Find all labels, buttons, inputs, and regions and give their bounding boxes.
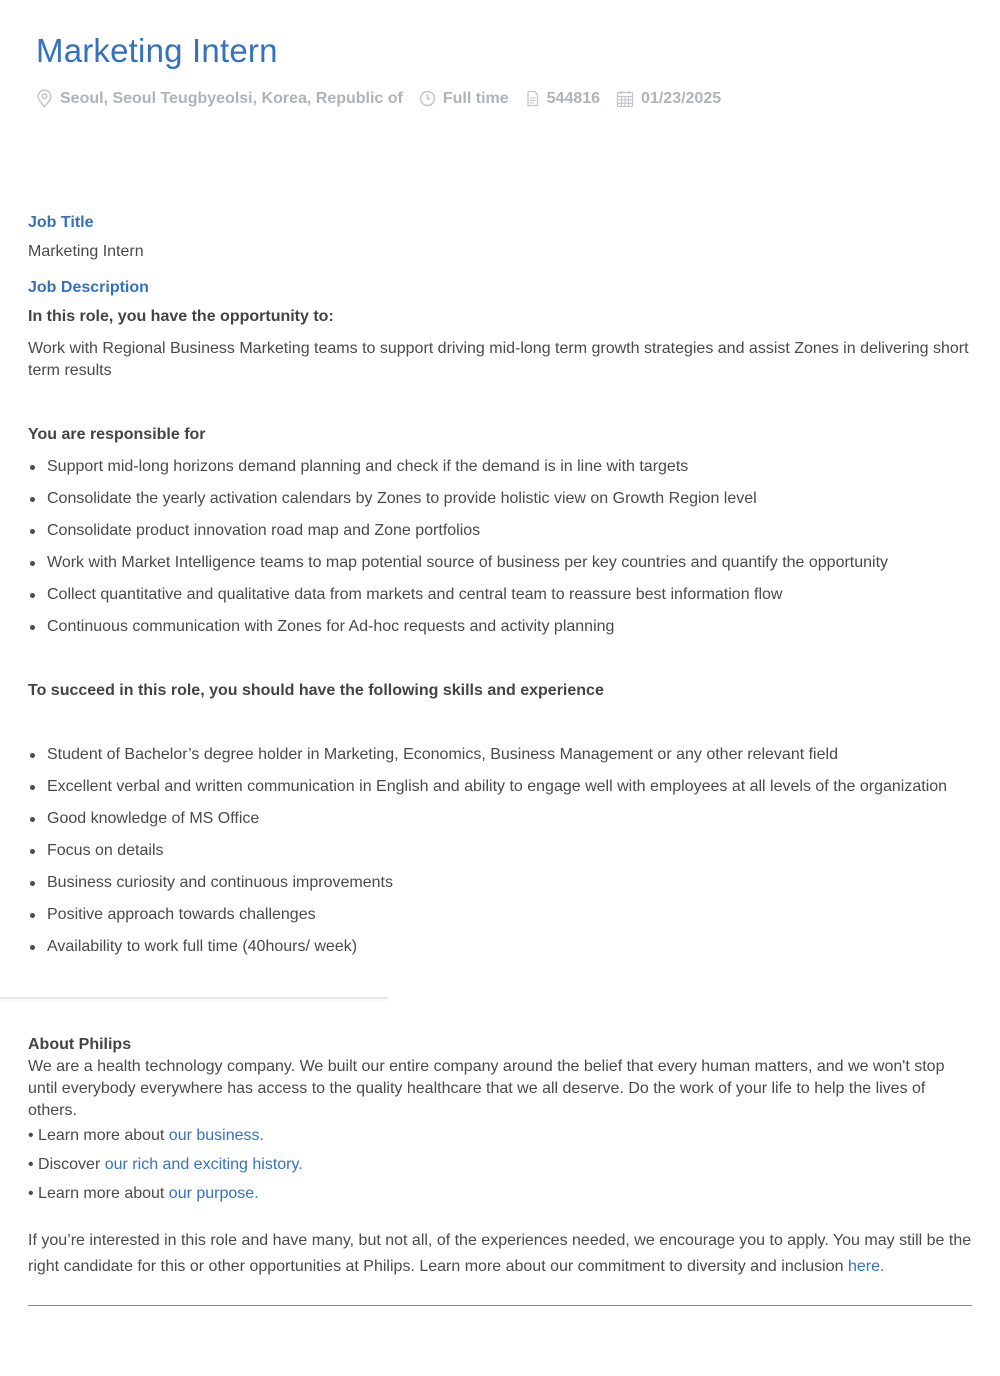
job-location-text: Seoul, Seoul Teugbyeolsi, Korea, Republic of	[60, 89, 403, 107]
skills-heading: To succeed in this role, you should have the following skills and experience	[28, 682, 604, 699]
list-item: Consolidate the yearly activation calendars by Zones to provide holistic view on Growth Region level	[28, 488, 972, 510]
link-suffix: .	[259, 1127, 264, 1144]
opportunity-text: Work with Regional Business Marketing teams to support driving mid-long term growth strategies and assist Zones in delivering short term results	[28, 340, 969, 379]
page-title: Marketing Intern	[36, 32, 278, 69]
diversity-inclusion-link[interactable]: here	[847, 1258, 881, 1275]
section-divider	[0, 997, 388, 999]
list-item: Work with Market Intelligence teams to map potential source of business per key countries and quantify the opportunity	[28, 552, 972, 574]
responsibilities-heading: You are responsible for	[28, 426, 206, 443]
about-link-line-business	[28, 1125, 264, 1147]
job-title-label: Job Title	[28, 214, 94, 231]
our-purpose-link[interactable]: our purpose	[168, 1185, 255, 1202]
opportunity-heading: In this role, you have the opportunity to:	[28, 308, 334, 325]
link-prefix: • Discover	[28, 1156, 105, 1173]
job-title-value: Marketing Intern	[28, 243, 144, 260]
link-prefix: • Learn more about	[28, 1185, 169, 1202]
job-type	[419, 90, 509, 108]
list-item: Excellent verbal and written communication in English and ability to engage well with employees at all levels of the organization	[28, 776, 972, 798]
list-item: Collect quantitative and qualitative data from markets and central team to reassure best information flow	[28, 584, 972, 606]
list-item: Focus on details	[28, 840, 972, 862]
list-item: Availability to work full time (40hours/ week)	[28, 936, 972, 958]
calendar-icon	[616, 90, 634, 108]
list-item: Consolidate product innovation road map and Zone portfolios	[28, 520, 972, 542]
job-date	[616, 90, 721, 108]
job-date-text: 01/23/2025	[641, 89, 722, 107]
skills-list	[28, 744, 972, 968]
list-item: Positive approach towards challenges	[28, 904, 972, 926]
job-meta-bar	[36, 89, 737, 108]
job-description-label: Job Description	[28, 279, 149, 296]
location-pin-icon	[36, 89, 53, 108]
closing-text: If you’re interested in this role and have many, but not all, of the experiences needed, we encourage you to apply. You may still be the right candidate for this or other opportunities at Philips. Learn more about our commitment to diversity and inclusion	[28, 1232, 972, 1275]
closing-paragraph	[28, 1228, 972, 1280]
list-item: Support mid-long horizons demand planning and check if the demand is in line with targets	[28, 456, 972, 478]
list-item: Student of Bachelor’s degree holder in Marketing, Economics, Business Management or any other relevant field	[28, 744, 972, 766]
about-link-line-purpose	[28, 1183, 259, 1205]
document-icon	[525, 90, 540, 107]
job-req-id-text: 544816	[546, 89, 601, 107]
about-heading: About Philips	[28, 1036, 132, 1053]
about-text: We are a health technology company. We built our entire company around the belief that every human matters, and we won't stop until everybody everywhere has access to the quality healthcare that we all deserve. Do the work of your life to help the lives of others.	[28, 1058, 945, 1119]
list-item: Business curiosity and continuous improvements	[28, 872, 972, 894]
clock-icon	[419, 90, 436, 107]
bottom-divider	[28, 1305, 972, 1306]
link-suffix: .	[298, 1156, 303, 1173]
link-suffix: .	[254, 1185, 259, 1202]
list-item: Continuous communication with Zones for Ad-hoc requests and activity planning	[28, 616, 972, 638]
history-link[interactable]: our rich and exciting history	[104, 1156, 299, 1173]
closing-suffix: .	[880, 1258, 885, 1275]
our-business-link[interactable]: our business	[168, 1127, 260, 1144]
job-type-text: Full time	[442, 89, 509, 107]
about-link-line-history	[28, 1154, 303, 1176]
job-location	[36, 89, 403, 108]
responsibilities-list	[28, 456, 972, 648]
job-req-id	[525, 90, 600, 108]
link-prefix: • Learn more about	[28, 1127, 169, 1144]
list-item: Good knowledge of MS Office	[28, 808, 972, 830]
